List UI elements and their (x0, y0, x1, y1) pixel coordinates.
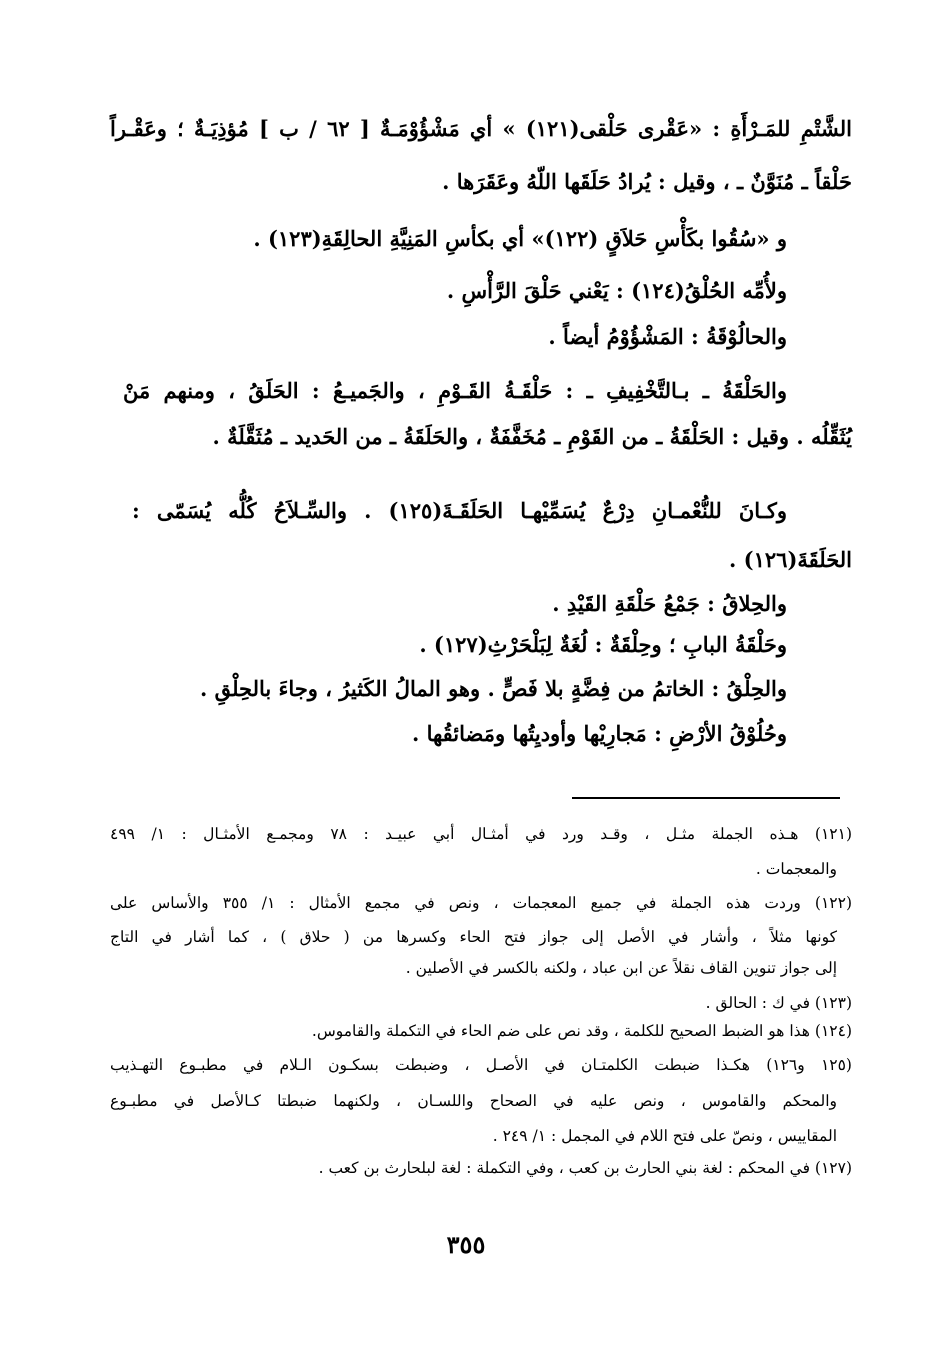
text-line: والحَلْقَةُ ـ بـالتَّخْفِيفِ ـ : حَلْقَـةُ القَـوْمِ ، والجَميـعُ : الحَلَقُ ، ومنهم مَنْ (123, 378, 787, 403)
text-line: والحِلْقُ : الخاتمُ من فِضَّةٍ بلا فَصٍّ . وهو المالُ الكَثيرُ ، وجاءَ بالحِلْقِ . (199, 676, 787, 701)
text-line: وحُلُوْقُ الأرْضِ : مَجارِيْها وأوديِتُها ومَضائقُها . (411, 721, 787, 746)
footnote-line: والمحكم والقاموس ، ونص عليه في الصحاح واللسـان ، ولكنهما ضبطتا كـالأصل في مطبـوع (110, 1092, 837, 1110)
footnote-divider (572, 797, 840, 799)
text-line: والحِلاقُ : جَمْعُ حَلْقَةِ القَيْدِ . (552, 591, 787, 616)
footnote-line: (١٢٤) هذا هو الضبط الصحيح للكلمة ، وقد نص على ضم الحاء في التكملة والقاموس. (311, 1022, 852, 1040)
footnote-line: (١٢٧) في المحكم : لغة بني الحارث بن كعب ، وفي التكملة : لغة لبلحارث بن كعب . (318, 1159, 852, 1177)
footnote-line: المقاييس ، ونصّ على فتح اللام في المجمل : ١/ ٢٤٩ . (492, 1127, 837, 1145)
text-line: و «سُقُوا بكَأْسِ حَلاَقٍ (١٢٢)» أي بكأسِ المَنِيَّةِ الحالِقَةِ(١٢٣) . (253, 226, 787, 251)
footnote-line: (١٢٥ و١٢٦) هكـذا ضبطت الكلمتـان في الأصـل ، وضبطت بسكـون الـلام في مطبـوع التهـذيب (110, 1056, 852, 1074)
text-line: يُثَقِّلُه . وقيل : الحَلْقَةُ ـ من القَوْمِ ـ مُخَفَّفَةٌ ، والحَلَقَةُ ـ من الحَديد ـ مُثَقَّلَةٌ . (212, 424, 852, 449)
text-line: وكـانَ للنُّعْمـانِ دِرْعٌ يُسَمِّيْهـا الحَلَقَـةَ(١٢٥) . والسِّـلاَحُ كُلُّه يُسَمّى : (132, 498, 787, 523)
footnote-line: والمعجمات . (755, 860, 837, 878)
footnote-line: كونها مثلاً ، وأشار في الأصل إلى جواز فتح الحاء وكسرها من ( حلاق ) ، كما أشار في التاج (110, 928, 837, 946)
text-line: حَلْقاً ـ مُنَوَّنٌ ـ ، وقيل : يُرادُ حَلَقَها اللّهُ وعَقَرَها . (442, 169, 852, 194)
text-line: وحَلْقَةُ البابِ ؛ وحِلْقَةٌ : لُغَةٌ لِبَلْحَرْثِ(١٢٧) . (419, 632, 787, 657)
text-line: والحالُوْقَةُ : المَشْؤُوْمُ أيضاً . (548, 324, 787, 349)
text-line: الشَّتْمِ للمَـرْأَةِ : «عَقْرى حَلْقى(١٢١) » أي مَشْؤُوْمَـةٌ [ ٦٢ / ب ] مُؤذِيَـةٌ ؛ وعَقْـراً (110, 116, 852, 141)
page-number: ٣٥٥ (446, 1230, 486, 1259)
text-line: ولأُمِّه الحُلْقُ(١٢٤) : يَعْني حَلْقَ الرَّأْسِ . (446, 278, 787, 303)
footnote-line: (١٢٢) وردت هذه الجملة في جميع المعجمات ، ونص في مجمع الأمثال : ١/ ٣٥٥ والأساس على (110, 894, 852, 912)
footnote-line: إلى جواز تنوين القاف نقلاً عن ابن عباد ، ولكنه بالكسر في الأصلين . (405, 959, 837, 977)
text-line: الحَلَقَةَ(١٢٦) . (729, 547, 852, 572)
footnote-line: (١٢١) هـذه الجملة مثـل ، وقـد ورد في أمثـال أبي عبيـد : ٧٨ ومجمـع الأمثـال : ١/ ٤٩٩ (110, 825, 852, 843)
footnote-line: (١٢٣) في ك : الحالق . (705, 994, 852, 1012)
